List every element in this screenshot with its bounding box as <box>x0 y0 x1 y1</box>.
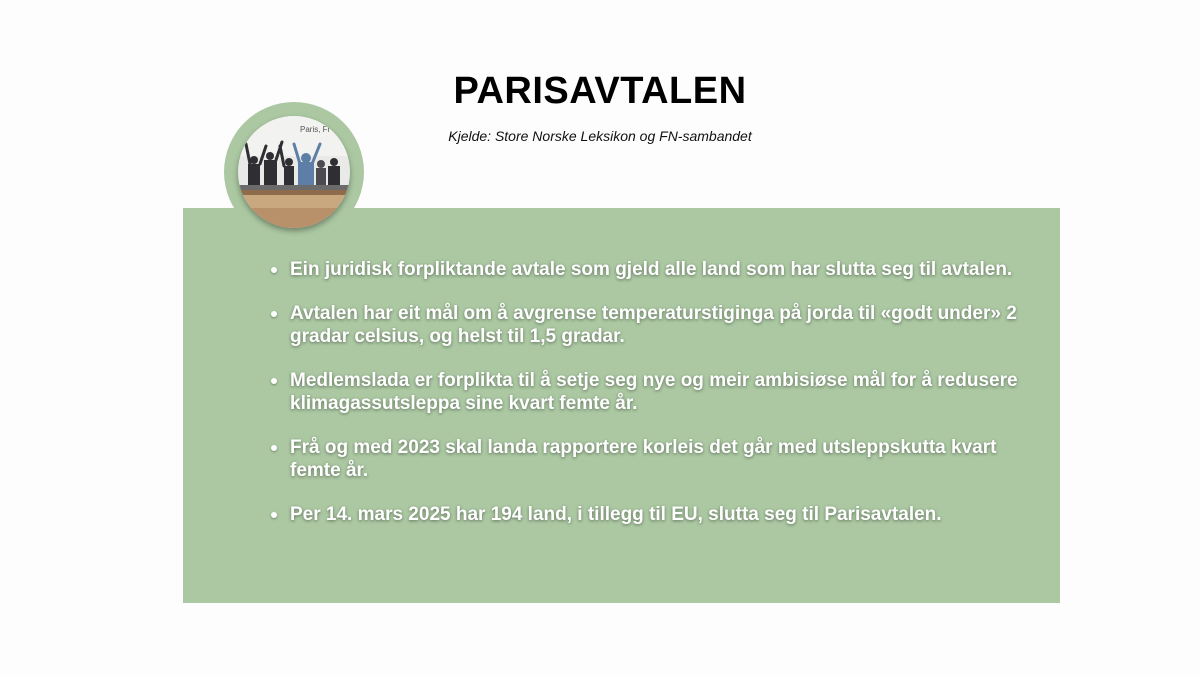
celebration-photo <box>238 116 350 228</box>
bullet-list <box>268 258 1018 547</box>
bullet-text: Avtalen har eit mål om å avgrense temperaturstiginga på jorda til «godt under» 2 gradar celsius, og helst til 1,5 gradar. <box>290 303 1017 347</box>
bullet-dot-icon <box>271 445 277 451</box>
bullet-item <box>268 302 1018 348</box>
source-caption: Kjelde: Store Norske Leksikon og FN-sambandet <box>448 128 752 144</box>
photo-image <box>238 116 350 228</box>
bullet-item <box>268 369 1018 415</box>
bullet-text: Medlemslada er forplikta til å setje seg nye og meir ambisiøse mål for å redusere klimagassutsleppa sine kvart femte år. <box>290 370 1018 414</box>
bullet-dot-icon <box>271 311 277 317</box>
bullet-item <box>268 503 1018 526</box>
bullet-item <box>268 436 1018 482</box>
bullet-dot-icon <box>271 267 277 273</box>
bullet-dot-icon <box>271 378 277 384</box>
bullet-text: Per 14. mars 2025 har 194 land, i tillegg til EU, slutta seg til Parisavtalen. <box>290 504 942 525</box>
photo-sign-text: Paris, Fr <box>300 125 331 134</box>
page-title: PARISAVTALEN <box>453 70 747 112</box>
photo-frame <box>224 102 364 242</box>
bullet-dot-icon <box>271 512 277 518</box>
bullet-text: Frå og med 2023 skal landa rapportere korleis det går med utsleppskutta kvart femte år. <box>290 437 997 481</box>
bullet-item <box>268 258 1018 281</box>
bullet-text: Ein juridisk forpliktande avtale som gjeld alle land som har slutta seg til avtalen. <box>290 259 1013 280</box>
